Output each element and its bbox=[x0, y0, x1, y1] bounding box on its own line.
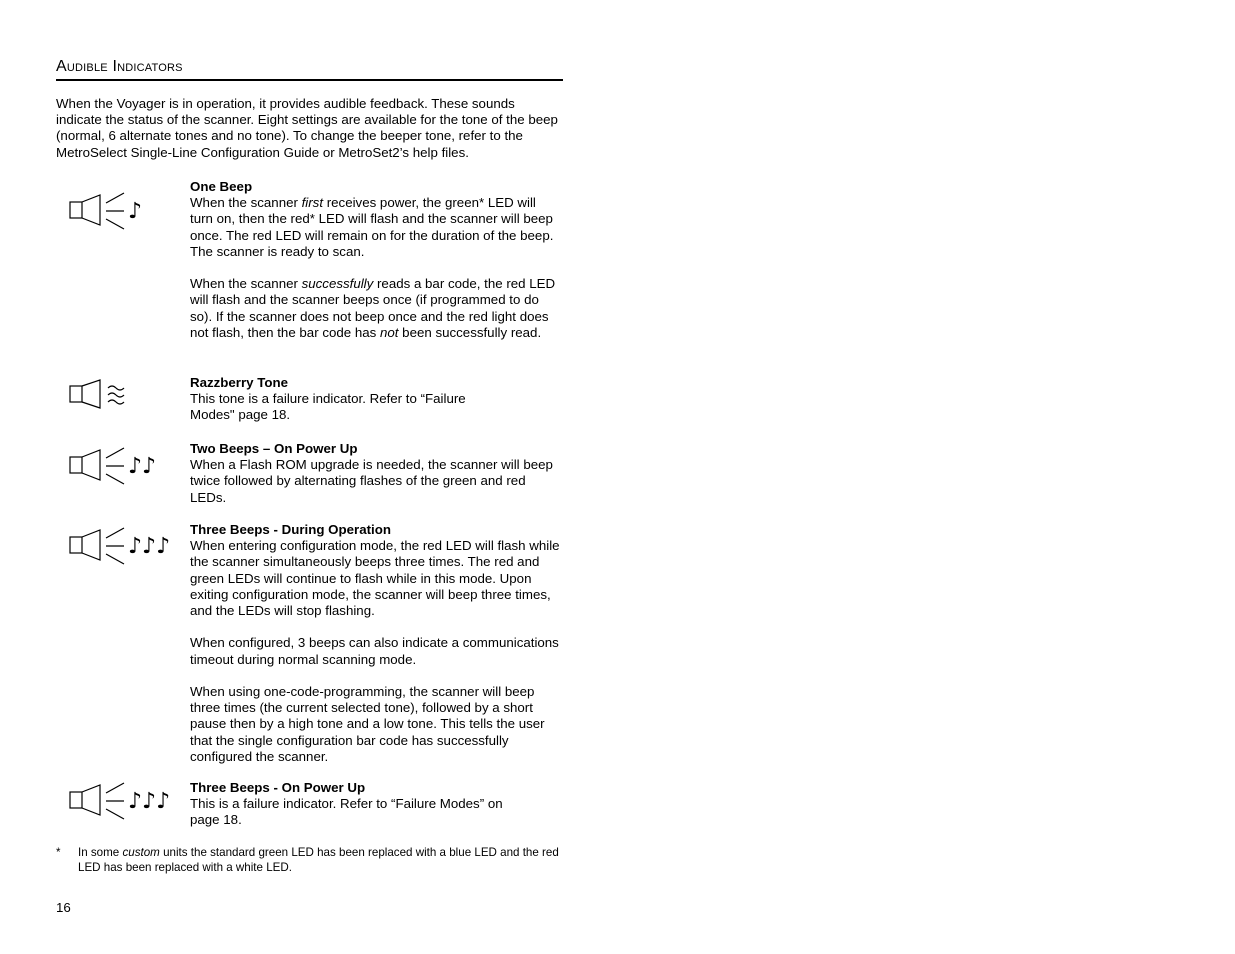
entry-paragraph: When the scanner first receives power, the green* LED will turn on, then the red* LED will flash and the scanner will beep once. The red LED will remain on for the duration of the beep. The scanner is ready to scan. bbox=[190, 195, 554, 259]
entry-paragraph: When configured, 3 beeps can also indicate a communications timeout during normal scanning mode. bbox=[190, 635, 559, 667]
svg-text:♪♪: ♪♪ bbox=[128, 454, 157, 479]
entry-two-beeps-power-up bbox=[190, 441, 562, 506]
footnote-text: In some custom units the standard green LED has been replaced with a blue LED and the red LED has been replaced with a white LED. bbox=[78, 846, 559, 874]
intro-paragraph: When the Voyager is in operation, it provides audible feedback. These sounds indicate the status of the scanner. Eight settings are available for the tone of the beep (normal, 6 alternate tones and no tone). To change the beeper tone, refer to the MetroSelect Single-Line Configuration Guide or MetroSet2’s help files. bbox=[56, 96, 558, 160]
section-title: Audible Indicators bbox=[56, 57, 563, 81]
entry-heading: Razzberry Tone bbox=[190, 375, 289, 390]
speaker-razzberry-icon bbox=[68, 378, 148, 412]
entry-razzberry-tone bbox=[190, 375, 562, 424]
entry-paragraph: When using one-code-programming, the scanner will beep three times (the current selected tone), followed by a short pause then by a high tone and a low tone. This tells the user that the single configuration bar code has successfully configured the scanner. bbox=[190, 684, 545, 764]
entry-heading: Three Beeps - On Power Up bbox=[190, 780, 366, 795]
page-number: 16 bbox=[56, 900, 71, 915]
entry-paragraph: When entering configuration mode, the red LED will flash while the scanner simultaneously beeps three times. The red and green LEDs will continue to flash while in this mode. Upon exiting configuration mode, the scanner will beep three times, and the LEDs will stop flashing. bbox=[190, 538, 560, 619]
entry-heading: One Beep bbox=[190, 179, 253, 194]
entry-paragraph: This tone is a failure indicator. Refer to “Failure Modes" page 18. bbox=[190, 391, 466, 423]
entry-three-beeps-power-up bbox=[190, 780, 562, 829]
speaker-one-note-icon bbox=[68, 190, 148, 234]
entry-paragraph: This is a failure indicator. Refer to “Failure Modes” on page 18. bbox=[190, 796, 503, 828]
svg-text:♪♪♪: ♪♪♪ bbox=[128, 534, 171, 559]
footnote-marker: * bbox=[56, 846, 61, 859]
svg-text:♪: ♪ bbox=[128, 199, 143, 224]
entry-heading: Two Beeps – On Power Up bbox=[190, 441, 358, 456]
entry-three-beeps-operation bbox=[190, 522, 562, 765]
footnote bbox=[56, 845, 561, 875]
speaker-two-notes-icon bbox=[68, 445, 168, 489]
svg-text:♪♪♪: ♪♪♪ bbox=[128, 789, 171, 814]
entry-heading: Three Beeps - During Operation bbox=[190, 522, 391, 537]
entry-paragraph: When a Flash ROM upgrade is needed, the scanner will beep twice followed by alternating flashes of the green and red LEDs. bbox=[190, 457, 553, 505]
speaker-three-notes-icon bbox=[68, 525, 183, 569]
entry-one-beep bbox=[190, 179, 562, 341]
speaker-three-notes-icon bbox=[68, 780, 183, 824]
entry-paragraph: When the scanner successfully reads a bar code, the red LED will flash and the scanner beeps once (if programmed to do so). If the scanner does not beep once and the red light does not flash, then the bar code has not been successfully read. bbox=[190, 276, 556, 340]
